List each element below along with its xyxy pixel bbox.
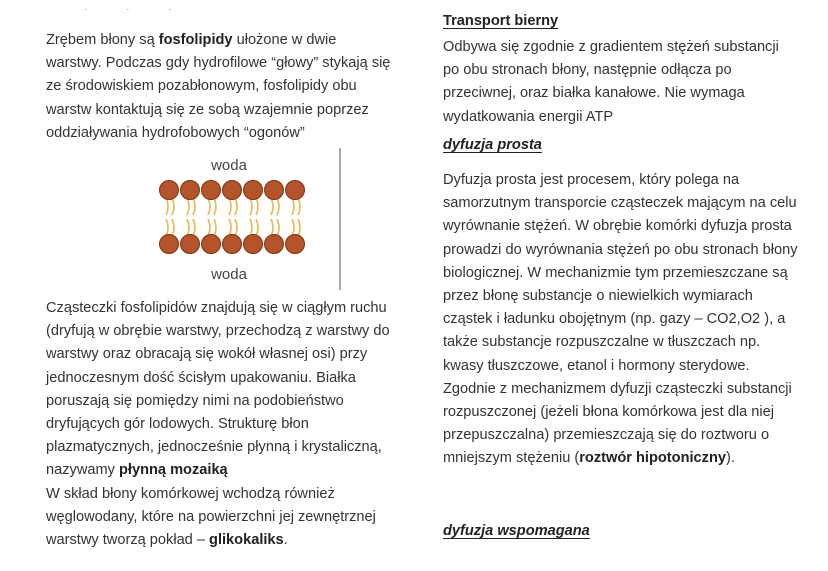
phospholipid-motion-paragraph [46,297,396,552]
lipid-tail [208,219,210,236]
lipid-tail [166,198,168,215]
heading-dyfuzja-wspomagana: dyfuzja wspomagana [443,523,590,539]
lipid-tail [193,198,195,215]
bold-term-glikokaliks: glikokaliks [209,532,284,549]
lipid-tail [256,219,258,236]
simple-diffusion-paragraph [443,169,798,471]
lipid-tail [250,219,252,236]
hydrophobic-tails [166,198,300,236]
text-run: W skład błony komórkowej wchodzą również węglowodany, które na powierzchni jej zewnętrznej warstwy tworzą pokład – [46,485,376,549]
water-label-top: woda [211,157,247,174]
heading-dyfuzja-prosta: dyfuzja prosta [443,137,542,153]
lipid-head [265,235,284,254]
lipid-tail [277,219,279,236]
lipid-head [160,235,179,254]
lipid-tail [256,198,258,215]
lipid-tail [292,198,294,215]
lipid-tail [292,219,294,236]
text-run: ułożone w dwie warstwy. Podczas gdy hydrofilowe “głowy” stykają się ze środowiskiem pozabłonowym, fosfolipidy obu warstw kontaktują się ze sobą wzajemnie poprzez oddziaływania hydrofobowych “ogonów” [46,32,391,141]
lipid-head [181,235,200,254]
text-run: Cząsteczki fosfolipidów znajdują się w ciągłym ruchu (dryfują w obrębie warstwy, przechodzą z warstwy do warstwy oraz obracają się wokół własnej osi) przy jednoczesnym dość ścisłym upakowaniu. Białka poruszają się pomiędzy nimi na podobieństwo dryfujących gór lodowych. Strukturę błon plazmatycznych, jednocześnie płynną i krystaliczną, nazywamy [46,300,390,479]
lipid-tail [187,198,189,215]
lipid-head [265,181,284,200]
lipid-tail [172,219,174,236]
lipid-tail [235,219,237,236]
lipid-tail [166,219,168,236]
lipid-tail [193,219,195,236]
lipid-tail [250,198,252,215]
lipid-tail [298,219,300,236]
lipid-head [223,235,242,254]
lipid-head [286,235,305,254]
bold-term-roztwor-hipotoniczny: roztwór hipotoniczny [579,450,726,467]
passive-transport-paragraph: Odbywa się zgodnie z gradientem stężeń substancji po obu stronach błony, następnie odłącza po przeciwnej, oraz białka kanałowe. Nie wymaga wydatkowania energii ATP [443,39,779,125]
bold-term-plynna-mozaika: płynną mozaiką [119,462,228,479]
lipid-head [244,181,263,200]
lipid-tail [277,198,279,215]
bold-term-fosfolipidy: fosfolipidy [158,32,233,48]
lipid-tail [229,219,231,236]
lipid-head [202,235,221,254]
water-label-bottom: woda [211,266,247,283]
phospholipid-bilayer-diagram [156,148,346,290]
lipid-tail [271,219,273,236]
hydrophilic-heads [160,181,305,254]
lipid-tail [187,219,189,236]
lipid-head [160,181,179,200]
lipid-head [244,235,263,254]
lipid-tail [172,198,174,215]
heading-transport-bierny: Transport bierny [443,13,559,29]
lipid-head [181,181,200,200]
lipid-tail [214,198,216,215]
lipid-head [286,181,305,200]
lipid-tail [214,219,216,236]
membrane-structure-paragraph [46,29,396,145]
lipid-tail [298,198,300,215]
lipid-head [202,181,221,200]
text-run: ). [726,450,735,467]
text-run: Zrębem błony są [46,32,159,48]
lipid-tail [229,198,231,215]
lipid-head [223,181,242,200]
text-run: . [283,532,288,549]
lipid-tail [208,198,210,215]
lipid-tail [235,198,237,215]
top-cut-text: · · · [84,4,190,15]
lipid-tail [271,198,273,215]
text-run: Dyfuzja prosta jest procesem, który polega na samorzutnym transporcie cząsteczek mającym na celu wyrównanie stężeń. W obrębie komórki dyfuzja prosta prowadzi do wyrównania stężeń po obu stronach błony biologicznej. W mechanizmie tym przemieszczane są przez błonę substancje o niewielkich wymiarach cząstek i ładunku obojętnym (np. gazy – CO2,O2 ), a także substancje rozpuszczalne w tłuszczach np. kwasy tłuszczowe, etanol i hormony sterydowe. Zgodnie z mechanizmem dyfuzji cząsteczki substancji rozpuszczonej (jeżeli błona komórkowa jest dla niej przepuszczalna) przemieszczają się do roztworu o mniejszym stężeniu ( [443,172,798,467]
